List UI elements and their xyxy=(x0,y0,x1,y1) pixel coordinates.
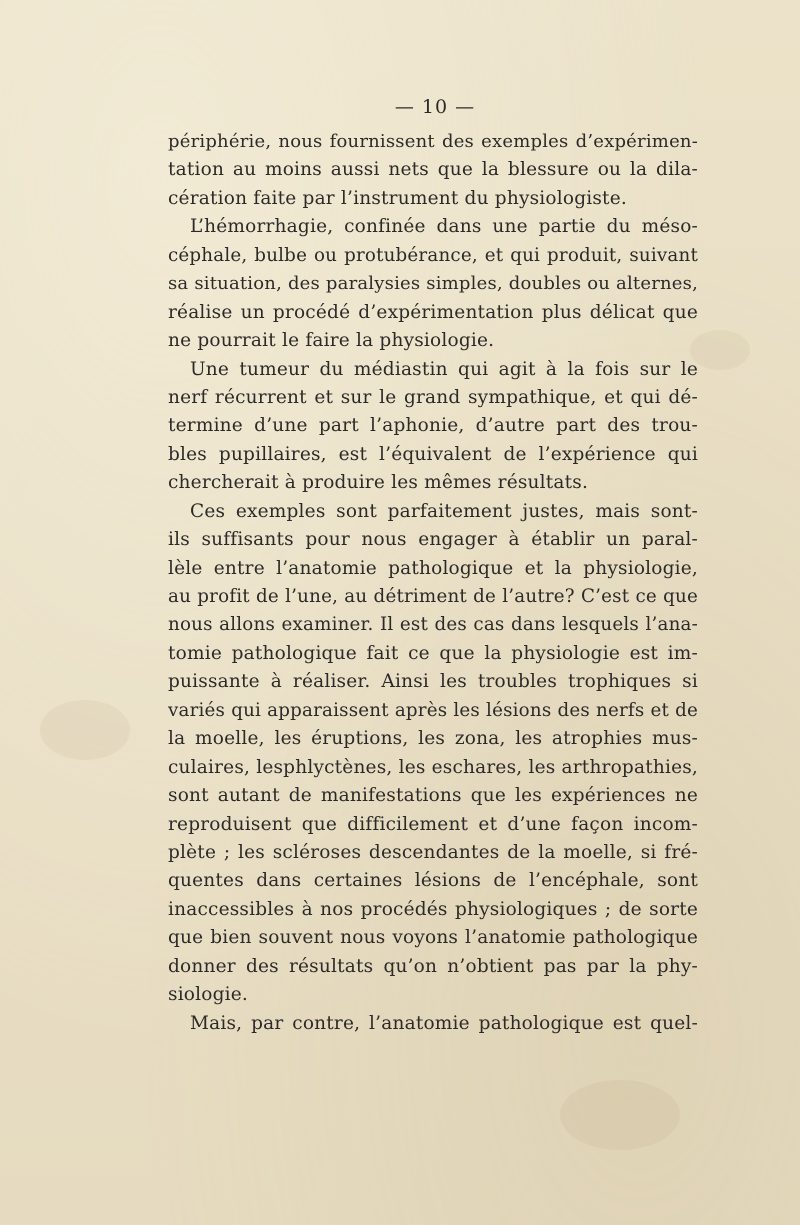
page-number: — 10 — xyxy=(394,96,476,118)
text-line: bles pupillaires, est l’équivalent de l’expérience qui xyxy=(168,443,698,465)
text-line: ils suffisants pour nous engager à établir un paral- xyxy=(168,529,698,551)
text-line: nerf récurrent et sur le grand sympathique, et qui dé- xyxy=(168,386,698,408)
text-line: que bien souvent nous voyons l’anatomie pathologique xyxy=(168,927,698,949)
paper-stain xyxy=(690,330,750,370)
text-line: Ces exemples sont parfaitement justes, mais sont- xyxy=(190,500,698,522)
text-line: Mais, par contre, l’anatomie pathologique est quel- xyxy=(190,1012,698,1034)
text-line: périphérie, nous fournissent des exemples d’expérimen- xyxy=(168,131,698,152)
text-line: culaires, lesphlyctènes, les eschares, les arthropathies, xyxy=(168,756,698,778)
text-line: réalise un procédé d’expérimentation plus délicat que xyxy=(168,301,698,323)
text-line: inaccessibles à nos procédés physiologiques ; de sorte xyxy=(168,898,698,920)
text-line: tomie pathologique fait ce que la physiologie est im- xyxy=(168,642,698,664)
paper-stain xyxy=(40,700,130,760)
text-line: siologie. xyxy=(168,984,248,1006)
text-line: donner des résultats qu’on n’obtient pas par la phy- xyxy=(168,955,698,977)
text-line: plète ; les scléroses descendantes de la moelle, si fré- xyxy=(168,841,698,863)
text-line: L’hémorrhagie, confinée dans une partie du méso- xyxy=(190,216,698,238)
text-line: quentes dans certaines lésions de l’encéphale, sont xyxy=(168,870,698,892)
text-line: Une tumeur du médiastin qui agit à la fois sur le xyxy=(190,358,698,380)
text-line: nous allons examiner. Il est des cas dans lesquels l’ana- xyxy=(168,614,698,636)
text-line: termine d’une part l’aphonie, d’autre part des trou- xyxy=(168,415,698,437)
text-line: chercherait à produire les mêmes résultats. xyxy=(168,472,589,494)
text-line: puissante à réaliser. Ainsi les troubles trophiques si xyxy=(168,671,698,693)
text-line: la moelle, les éruptions, les zona, les atrophies mus- xyxy=(168,728,698,750)
text-line: céphale, bulbe ou protubérance, et qui produit, suivant xyxy=(168,244,698,266)
text-line: lèle entre l’anatomie pathologique et la physiologie, xyxy=(168,557,698,579)
body-text xyxy=(168,128,698,1038)
paper-stain xyxy=(560,1080,680,1150)
text-line: sont autant de manifestations que les expériences ne xyxy=(168,785,698,807)
text-line: sa situation, des paralysies simples, doubles ou alternes, xyxy=(168,273,698,295)
text-line: reproduisent que difficilement et d’une façon incom- xyxy=(168,813,698,835)
text-line: ne pourrait le faire la physiologie. xyxy=(168,330,495,352)
text-line: cération faite par l’instrument du physiologiste. xyxy=(168,187,627,209)
text-line: variés qui apparaissent après les lésions des nerfs et de xyxy=(168,699,698,721)
text-line: au profit de l’une, au détriment de l’autre? C’est ce que xyxy=(168,586,698,607)
text-line: tation au moins aussi nets que la blessure ou la dila- xyxy=(168,159,698,181)
